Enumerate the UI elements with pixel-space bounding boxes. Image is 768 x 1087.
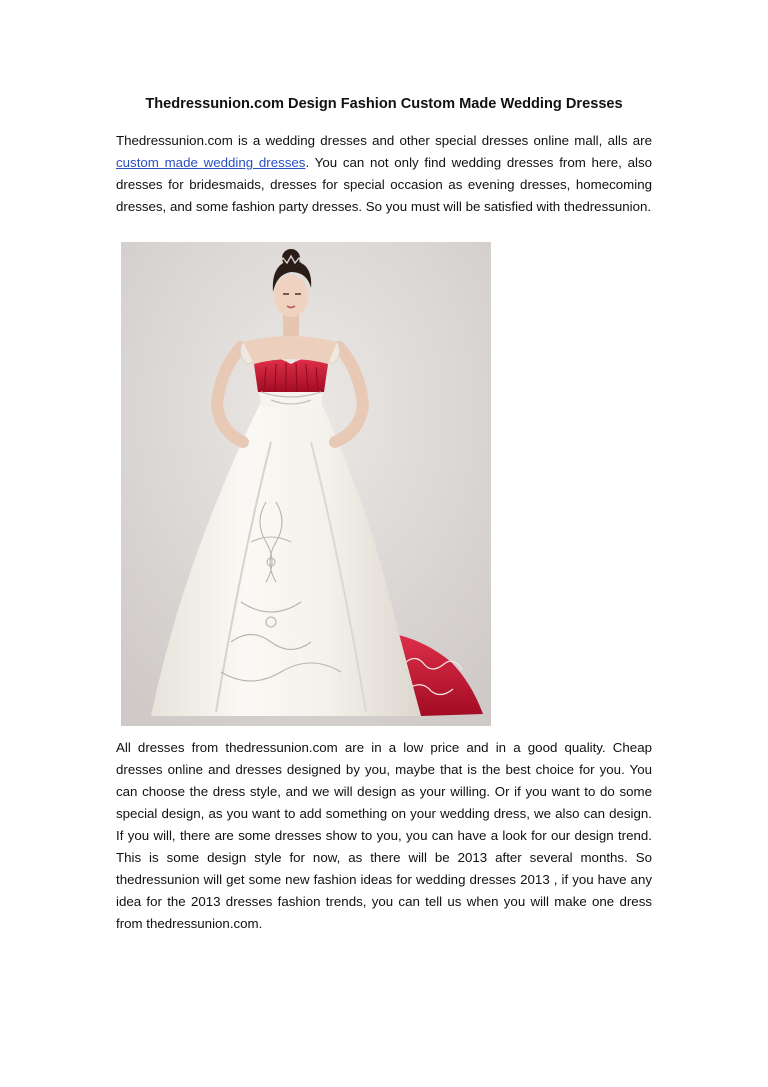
intro-text-before-link: Thedressunion.com is a wedding dresses and other special dresses online mall, alls are xyxy=(116,133,652,148)
face xyxy=(274,275,308,317)
wedding-dress-photo xyxy=(121,242,491,726)
intro-paragraph xyxy=(116,130,652,218)
custom-made-wedding-dresses-link[interactable]: custom made wedding dresses xyxy=(116,155,306,170)
body-paragraph: All dresses from thedressunion.com are in a low price and in a good quality. Cheap dresses online and dresses designed by you, maybe that is the best choice for you. You can choose the dress style, and we will design as your willing. Or if you want to do some special design, as you want to add something on your wedding dress, we also can design. If you will, there are some dresses show to you, you can have a look for our design trend. This is some design style for now, as there will be 2013 after several months. So thedressunion will get some new fashion ideas for wedding dresses 2013 , if you have any idea for the 2013 dresses fashion trends, you can tell us when you will make one dress from thedressunion.com. xyxy=(116,740,652,931)
intro-text-after-link: . You can not only find wedding dresses from here, also dresses for bridesmaids, dresses for special occasion as evening dresses, homecoming dresses, and some fashion party dresses. So you must will be satisfied with thedressunion. xyxy=(116,155,652,214)
hair-bun xyxy=(282,249,300,267)
page-title: Thedressunion.com Design Fashion Custom Made Wedding Dresses xyxy=(145,96,623,112)
